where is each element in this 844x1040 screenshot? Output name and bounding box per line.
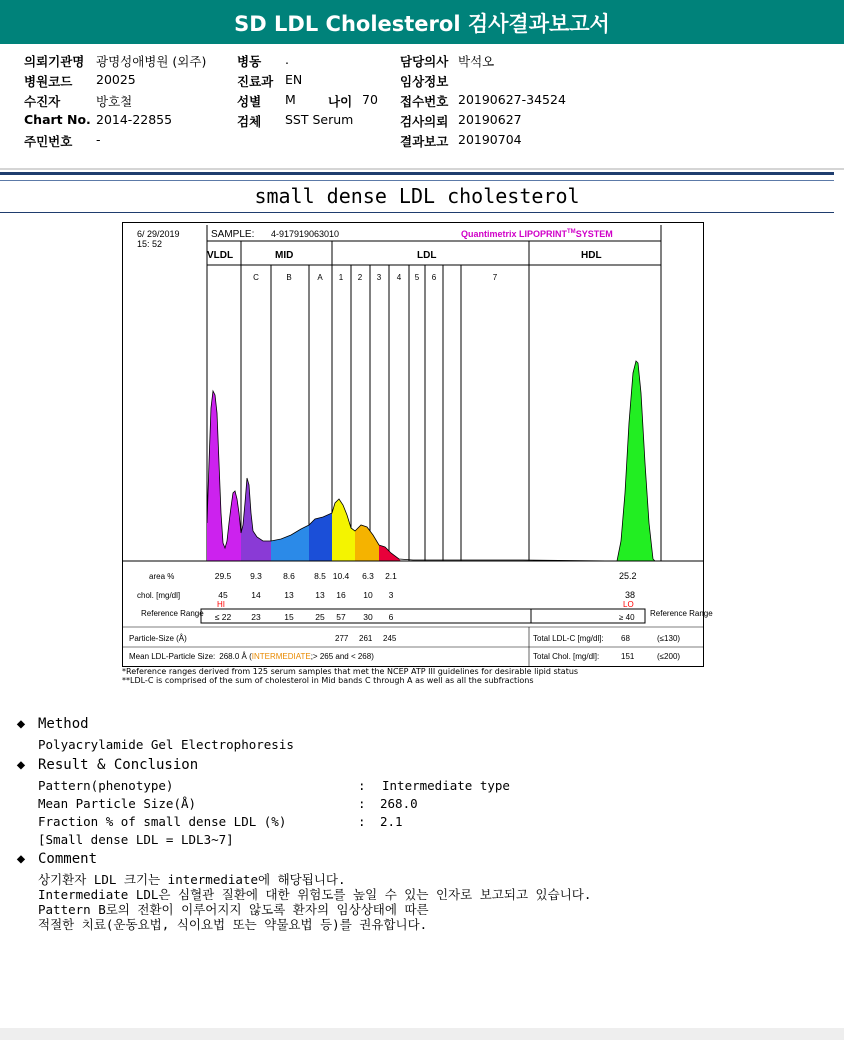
footnote-2: **LDL-C is comprised of the sum of cholesterol in Mid bands C through A as well as all the subfractions [122,676,534,685]
info-label-patient: 수진자 [24,94,61,109]
area-value-5: 6.3 [362,571,374,581]
band-label-2: 2 [357,273,363,282]
densitogram [207,361,655,561]
ref-value-0: ≤ 22 [214,612,232,622]
result-note: [Small dense LDL = LDL3~7] [38,832,234,847]
info-value-sex: M [285,92,296,107]
diamond-bullet-icon: ◆ [16,716,26,732]
band-label-4: 4 [396,273,402,282]
result-label-mean-size: Mean Particle Size(Å) [38,796,197,811]
total-chol-ref: (≤200) [657,652,681,661]
chol-value-3: 13 [315,590,325,600]
band-label-1: 1 [338,273,344,282]
info-label-resident-no: 주민번호 [24,134,73,149]
info-label-ward: 병동 [237,54,262,69]
ref-label-right: Reference Range [650,609,713,618]
result-colon: : [358,796,366,811]
report-title: SD LDL Cholesterol 검사결과보고서 [0,0,844,44]
result-value-pattern: Intermediate type [382,778,510,793]
diamond-bullet-icon: ◆ [16,851,26,867]
band-label-3: 3 [376,273,382,282]
total-chol-label: Total Chol. [mg/dl]: [533,652,600,661]
info-value-institution: 광명성애병원 (외주) [96,54,207,69]
peak-band-1 [332,499,355,561]
section-title: small dense LDL cholesterol [254,184,580,208]
group-label-mid: MID [275,250,294,261]
result-value-mean-size: 268.0 [380,796,418,811]
brand-tail: SYSTEM [575,229,613,239]
result-label-fraction: Fraction % of small dense LDL (%) [38,814,287,829]
area-value-2: 8.6 [283,571,295,581]
info-value-receipt-no: 20190627-34524 [458,92,566,107]
info-value-hospital-code: 20025 [96,72,136,87]
flag-hi: HI [217,600,225,609]
flag-lo: LO [623,600,634,609]
page-bottom-bar [0,1028,844,1040]
info-value-department: EN [285,72,303,87]
info-label-hospital-code: 병원코드 [24,74,73,89]
comment-title: Comment [38,851,98,867]
info-label-clinical-info: 임상정보 [400,74,449,89]
total-chol-value: 151 [621,652,635,661]
chol-value-1: 14 [251,590,261,600]
total-ldl-value: 68 [621,634,630,643]
band-label-A: A [317,273,323,282]
info-label-doctor: 담당의사 [400,54,449,69]
method-section [14,716,89,732]
chol-value-6: 3 [388,590,394,600]
result-value-fraction: 2.1 [380,814,403,829]
peak-band-3 [379,545,401,561]
group-label-hdl: HDL [581,250,602,261]
info-value-resident-no: - [96,132,101,147]
method-text: Polyacrylamide Gel Electrophoresis [38,737,294,752]
result-section [14,757,198,773]
mean-size-value: 268.0 Å ( [219,652,252,661]
peak-band-2 [355,525,379,561]
info-value-patient: 방호철 [96,94,133,109]
info-value-doctor: 박석오 [458,54,495,69]
mean-size-tail: ;> 265 and < 268) [310,652,374,661]
comment-line-2: Intermediate LDL은 심혈관 질환에 대한 위험도를 높일 수 있는 인자로 보고되고 있습니다. [38,887,592,902]
ref-value-5: 30 [363,612,373,622]
info-label-receipt-no: 접수번호 [400,94,449,109]
particle-size-1: 277 [335,634,349,643]
lipoprint-chart [122,222,713,667]
particle-size-label: Particle-Size (Å) [129,634,187,643]
band-label-C: C [253,273,259,282]
total-ldl-ref: (≤130) [657,634,681,643]
info-label-department: 진료과 [237,74,274,89]
info-value-request-date: 20190627 [458,112,522,127]
hdl-ref-value: ≥ 40 [619,613,635,622]
info-label-specimen: 검체 [237,114,262,129]
chol-label: chol. [mg/dl] [137,591,181,600]
ref-value-2: 15 [284,612,294,622]
brand-text: Quantimetrix LIPOPRINT [461,229,568,239]
brand-name [461,229,613,239]
peak-band-c [241,478,271,561]
area-value-0: 29.5 [214,571,232,581]
result-label-pattern: Pattern(phenotype) [38,778,174,793]
ref-value-3: 25 [315,612,325,622]
chart-date: 6/ 29/2019 [137,229,180,239]
chol-value-5: 10 [363,590,373,600]
comment-section [14,851,97,867]
hdl-chol-value: 38 [625,590,636,600]
mean-size-class: INTERMEDIATE [251,652,311,661]
group-label-ldl: LDL [417,250,437,261]
footnote-1: *Reference ranges derived from 125 serum samples that met the NCEP ATP III guidelines for desirable lipid status [122,667,579,676]
mean-size-line [129,652,374,661]
ref-label: Reference Range [141,609,204,618]
ref-value-4: 57 [336,612,346,622]
result-colon: : [358,778,366,793]
info-label-report-date: 결과보고 [400,134,449,149]
comment-line-3: Pattern B로의 전환이 이루어지지 않도록 환자의 임상상태에 따른 [38,902,429,917]
area-label: area % [149,572,175,581]
info-value-ward: . [285,52,289,67]
info-value-chart-no: 2014-22855 [96,112,173,127]
particle-size-3: 245 [383,634,397,643]
info-value-report-date: 20190704 [458,132,522,147]
ref-value-6: 6 [388,612,394,622]
area-value-1: 9.3 [250,571,262,581]
info-label-sex: 성별 [237,94,262,109]
peak-hdl [617,361,655,561]
comment-line-1: 상기환자 LDL 크기는 intermediate에 해당됩니다. [38,872,346,887]
peak-vldl [207,391,241,561]
total-ldl-label: Total LDL-C [mg/dl]: [533,634,604,643]
sample-id: 4-917919063010 [271,229,340,239]
section-title-underline [0,212,834,213]
ref-value-1: 23 [251,612,261,622]
diamond-bullet-icon: ◆ [16,757,26,773]
result-colon: : [358,814,366,829]
peak-band-b [271,525,309,561]
result-title: Result & Conclusion [38,757,199,773]
area-value-6: 2.1 [385,571,397,581]
comment-line-4: 적절한 치료(운동요법, 식이요법 또는 약물요법 등)를 권유합니다. [38,917,428,932]
mean-size-label: Mean LDL-Particle Size: [129,652,216,661]
hdl-area-value: 25.2 [619,571,637,581]
info-label-age: 나이 [328,94,353,109]
patient-info [0,44,844,170]
lipoprint-svg [123,223,713,666]
brand-tm: TM [567,229,576,235]
chol-value-0: 45 [218,590,228,600]
info-value-age: 70 [362,92,378,107]
band-label-5: 5 [414,273,420,282]
band-label-6: 6 [431,273,437,282]
area-value-3: 8.5 [314,571,326,581]
chol-value-4: 16 [336,590,346,600]
method-title: Method [38,716,89,732]
group-label-vldl: VLDL [207,250,234,261]
particle-size-2: 261 [359,634,373,643]
band-label-B: B [286,273,292,282]
peak-band-a [309,513,332,561]
info-label-request-date: 검사의뢰 [400,114,449,129]
sample-label: SAMPLE: [211,229,255,240]
info-value-specimen: SST Serum [285,112,354,127]
chol-value-2: 13 [284,590,294,600]
info-label-institution: 의뢰기관명 [24,54,85,69]
table-values [215,571,397,622]
area-value-4: 10.4 [332,571,350,581]
chart-time: 15: 52 [137,239,163,249]
band-label-7: 7 [492,273,498,282]
info-label-chart-no: Chart No. [24,112,91,127]
